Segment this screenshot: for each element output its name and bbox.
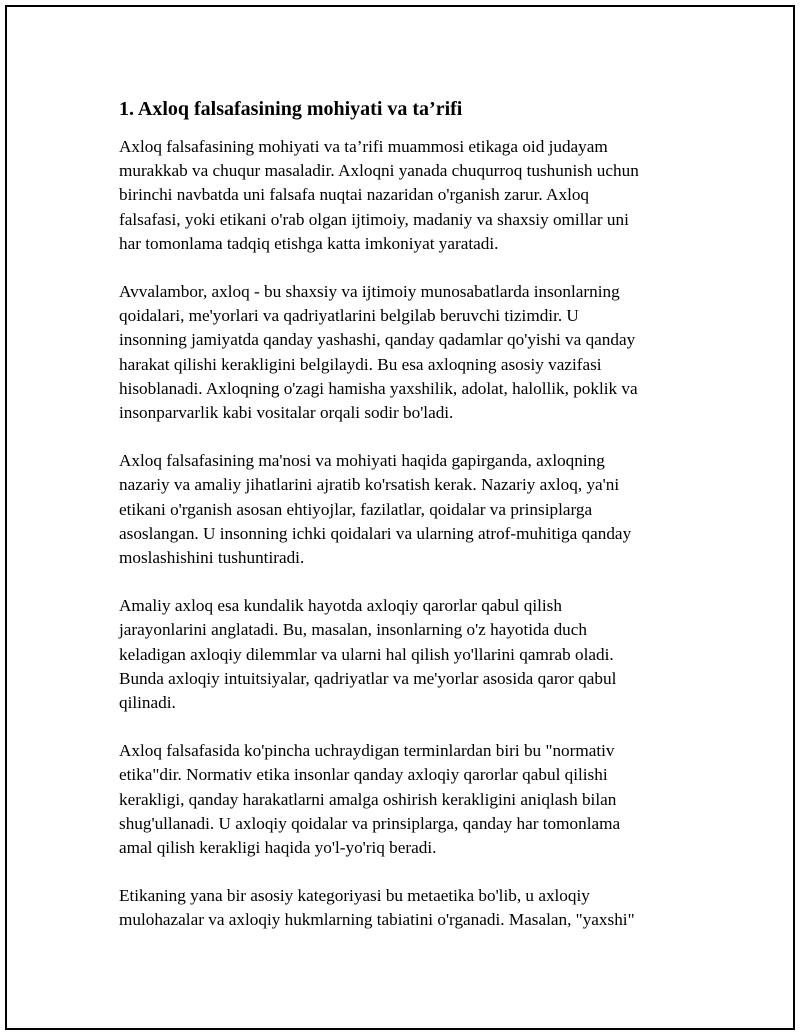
text-line: asoslangan. U insonning ichki qoidalari va ularning atrof-muhitiga qanday [119,523,632,543]
text-line: mulohazalar va axloqiy hukmlarning tabiatini o'rganadi. Masalan, "yaxshi" [119,910,635,930]
text-line: birinchi navbatda uni falsafa nuqtai nazaridan o'rganish zarur. Axloq [119,185,590,205]
text-line: Axloq falsafasida ko'pincha uchraydigan terminlardan biri bu "normativ [119,741,615,761]
paragraph-theoretical-practical [119,449,704,570]
text-line: Bunda axloqiy intuitsiyalar, qadriyatlar va me'yorlar asosida qaror qabul [119,668,617,688]
text-line: insonning jamiyatda qanday yashashi, qanday qadamlar qo'yishi va qanday [119,330,636,350]
text-line: Axloq falsafasining ma'nosi va mohiyati haqida gapirganda, axloqning [119,451,605,471]
text-line: nazariy va amaliy jihatlarini ajratib ko'rsatish kerak. Nazariy axloq, ya'ni [119,475,620,495]
text-line: shug'ullanadi. U axloqiy qoidalar va prinsiplarga, qanday har tomonlama [119,813,621,833]
page-frame [5,5,795,1030]
text-line: etikani o'rganish asosan ehtiyojlar, fazilatlar, qoidalar va prinsiplarga [119,499,593,519]
text-line: murakkab va chuqur masaladir. Axloqni yanada chuqurroq tushunish uchun [119,161,639,181]
text-line: kerakligi, qanday harakatlarni amalga oshirish kerakligini aniqlash bilan [119,789,617,809]
text-line: falsafasi, yoki etikani o'rab olgan ijtimoiy, madaniy va shaxsiy omillar uni [119,209,629,229]
paragraph-axloq-system [119,280,704,425]
text-line: Avvalambor, axloq - bu shaxsiy va ijtimoiy munosabatlarda insonlarning [119,282,620,302]
text-line: harakat qilishi kerakligini belgilaydi. Bu esa axloqning asosiy vazifasi [119,354,602,374]
text-line: Axloq falsafasining mohiyati va ta’rifi muammosi etikaga oid judayam [119,137,608,156]
paragraph-metaethics [119,884,704,932]
text-line: hisoblanadi. Axloqning o'zagi hamisha yaxshilik, adolat, halollik, poklik va [119,378,638,398]
text-line: jarayonlarini anglatadi. Bu, masalan, insonlarning o'z hayotida duch [119,620,587,640]
text-line: qoidalari, me'yorlari va qadriyatlarini belgilab beruvchi tizimdir. U [119,306,579,326]
paragraph-applied-ethics [119,594,704,715]
paragraph-normative-ethics [119,739,704,860]
text-line: Etikaning yana bir asosiy kategoriyasi bu metaetika bo'lib, u axloqiy [119,886,590,906]
text-line: qilinadi. [119,693,176,713]
document-body [119,95,704,957]
text-line: har tomonlama tadqiq etishga katta imkoniyat yaratadi. [119,233,499,253]
text-line: insonparvarlik kabi vositalar orqali sodir bo'ladi. [119,403,454,423]
paragraph-definition [119,135,704,256]
text-line: moslashishini tushuntiradi. [119,548,305,568]
text-line: keladigan axloqiy dilemmlar va ularni hal qilish yo'llarini qamrab oladi. [119,644,614,664]
text-line: amal qilish kerakligi haqida yo'l-yo'riq beradi. [119,838,437,858]
text-line: Amaliy axloq esa kundalik hayotda axloqiy qarorlar qabul qilish [119,596,562,616]
document-title: 1. Axloq falsafasining mohiyati va ta’rifi [119,98,463,120]
text-line: etika"dir. Normativ etika insonlar qanday axloqiy qarorlar qabul qilishi [119,765,608,785]
